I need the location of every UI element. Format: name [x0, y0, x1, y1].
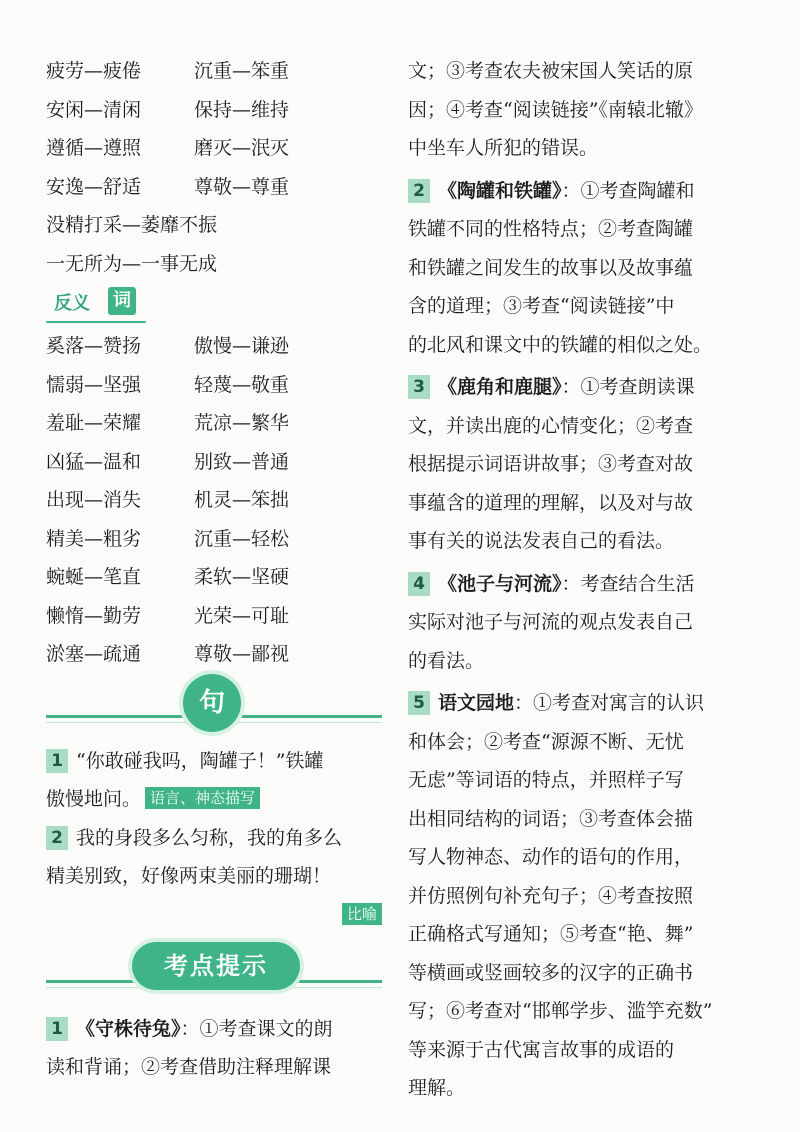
tip-item — [408, 52, 746, 168]
left-column — [46, 52, 386, 1078]
word-pair: 傲慢—谦逊 — [194, 335, 290, 357]
tip-text: 理解。 — [408, 1077, 466, 1099]
word-pair: 轻蔑—敬重 — [194, 373, 290, 396]
tip-text: 事蕴含的道理的理解，以及对与故 — [408, 491, 694, 514]
tip-line — [408, 565, 746, 604]
item-number: 1 — [46, 749, 68, 773]
word-pair: 荒凉—繁华 — [194, 412, 290, 434]
sentence-text: 我的身段多么匀称，我的角多么 — [76, 827, 343, 849]
word-pair: 安闲—清闲 — [46, 98, 142, 121]
antonym-heading-label: 反义 — [54, 293, 90, 314]
synonym-single-list — [46, 206, 386, 283]
item-number: 5 — [408, 691, 430, 715]
tip-line — [408, 761, 746, 800]
tip-text: 根据提示词语讲故事；③考查对故 — [408, 453, 694, 475]
antonym-heading-underline — [46, 321, 146, 323]
tip-text: 含的道理；③考查“阅读链接”中 — [408, 295, 675, 317]
word-pair: 懒惰—勤劳 — [46, 604, 142, 627]
tip-text: 等横画或竖画较多的汉字的正确书 — [408, 961, 694, 984]
antonym-row — [46, 481, 386, 520]
antonym-row — [46, 558, 386, 597]
sentence-tag: 比喻 — [342, 903, 382, 925]
word-pair: 没精打采—萎靡不振 — [46, 214, 218, 236]
synonym-row — [46, 91, 386, 130]
tip-text: 的看法。 — [408, 649, 485, 672]
antonym-list — [46, 327, 386, 674]
tip-line — [408, 91, 746, 130]
tip-text: 文；③考查农夫被宋国人笑话的原 — [408, 60, 694, 82]
tip-line — [408, 52, 746, 91]
tip-text: 写人物神态、动作的语句的作用， — [408, 846, 694, 868]
item-number: 2 — [408, 179, 430, 203]
tip-item — [408, 565, 746, 681]
item-number: 2 — [46, 826, 68, 850]
sentence-tag: 语言、神态描写 — [145, 787, 260, 809]
tip-title: 《守株待兔》 — [76, 1018, 181, 1040]
antonym-row — [46, 520, 386, 559]
tip-line — [408, 368, 746, 407]
antonym-row — [46, 443, 386, 482]
tip-line — [408, 484, 746, 523]
antonym-heading — [46, 285, 386, 325]
tip-line — [408, 1031, 746, 1070]
tip-text: 的北风和课文中的铁罐的相似之处。 — [408, 333, 713, 356]
tip-line — [408, 954, 746, 993]
tip-text: 和体会；②考查“源源不断、无忧 — [408, 730, 684, 753]
tip-item — [408, 172, 746, 365]
synonym-row — [46, 168, 386, 207]
word-pair: 淤塞—疏通 — [46, 643, 142, 665]
synonym-row — [46, 129, 386, 168]
tip-text: 事有关的说法发表自己的看法。 — [408, 530, 675, 552]
word-pair: 懦弱—坚强 — [46, 373, 142, 396]
tip-line — [408, 287, 746, 326]
tips-section-header — [46, 936, 386, 996]
word-pair: 安逸—舒适 — [46, 175, 142, 198]
antonym-row — [46, 635, 386, 674]
tip-text: 因；④考查“阅读链接”《南辕北辙》 — [408, 98, 703, 121]
sentence-item-1 — [46, 742, 386, 818]
antonym-row — [46, 366, 386, 405]
antonym-row — [46, 327, 386, 366]
sentence-item-2 — [46, 819, 386, 933]
tip-text: 和铁罐之间发生的故事以及故事蕴 — [408, 256, 694, 279]
word-pair: 羞耻—荣耀 — [46, 412, 142, 434]
tip-line — [408, 684, 746, 723]
sentence-section-header — [46, 670, 386, 736]
tip-line — [408, 603, 746, 642]
item-number: 1 — [46, 1017, 68, 1041]
item-number: 3 — [408, 375, 430, 399]
tip-text: 出相同结构的词语；③考查体会描 — [408, 807, 694, 830]
tip-title: 《陶罐和铁罐》 — [438, 179, 562, 202]
tip-line — [408, 172, 746, 211]
tip-line — [408, 249, 746, 288]
tip-line — [408, 407, 746, 446]
tip-text: 并仿照例句补充句子；④考查按照 — [408, 884, 694, 907]
tip-title: 《池子与河流》 — [438, 572, 562, 595]
synonym-row — [46, 52, 386, 91]
sentence-text: 精美别致，好像两束美丽的珊瑚！ — [46, 865, 332, 887]
tip-title: 《鹿角和鹿腿》 — [438, 376, 562, 398]
tip-line — [408, 992, 746, 1031]
word-pair: 别致—普通 — [194, 450, 290, 473]
tip-text: 写；⑥考查对“邯郸学步、滥竽充数” — [408, 1000, 713, 1022]
tip-line — [408, 642, 746, 681]
synonym-list — [46, 52, 386, 206]
word-pair: 蜿蜒—笔直 — [46, 566, 142, 588]
tip-line — [408, 522, 746, 561]
tip-text: ：考查结合生活 — [561, 572, 695, 595]
antonym-heading-box: 词 — [108, 287, 136, 315]
tip-text: ：①考查朗读课 — [561, 376, 695, 398]
antonym-row — [46, 404, 386, 443]
tip-text: 正确格式写通知；⑤考查“艳、舞” — [408, 923, 694, 945]
word-pair: 沉重—笨重 — [194, 60, 290, 82]
right-column — [408, 52, 746, 1108]
sentence-section-title: 句 — [183, 674, 241, 732]
tips-section-title: 考点提示 — [132, 942, 300, 990]
sentence-text: “你敢碰我吗，陶罐子！”铁罐 — [76, 750, 324, 772]
tip-text: ：①考查陶罐和 — [561, 179, 695, 202]
tip-item-1 — [46, 1010, 386, 1086]
word-pair: 出现—消失 — [46, 489, 142, 511]
tip-text: 等来源于古代寓言故事的成语的 — [408, 1038, 675, 1061]
tip-text: 文，并读出鹿的心情变化；②考查 — [408, 414, 694, 437]
antonym-row — [46, 597, 386, 636]
tip-text: ：①考查课文的朗 — [180, 1018, 333, 1040]
word-pair: 光荣—可耻 — [194, 604, 290, 627]
word-pair: 凶猛—温和 — [46, 450, 142, 473]
tip-text: 无虑”等词语的特点，并照样子写 — [408, 769, 684, 791]
tip-line — [408, 915, 746, 954]
word-pair: 奚落—赞扬 — [46, 335, 142, 357]
tip-text: 中坐车人所犯的错误。 — [408, 137, 599, 159]
tip-line — [408, 210, 746, 249]
item-number: 4 — [408, 572, 430, 596]
word-pair: 沉重—轻松 — [194, 527, 290, 550]
tip-text: 铁罐不同的性格特点；②考查陶罐 — [408, 218, 694, 240]
tip-text: 实际对池子与河流的观点发表自己 — [408, 611, 694, 633]
word-pair: 保持—维持 — [194, 98, 290, 121]
tip-line — [408, 326, 746, 365]
tip-text: 读和背诵；②考查借助注释理解课 — [46, 1056, 332, 1078]
tip-line — [408, 723, 746, 762]
tip-line — [408, 877, 746, 916]
tip-title: 语文园地 — [438, 692, 515, 714]
tip-text: ：①考查对寓言的认识 — [514, 692, 705, 714]
word-pair: 磨灭—泯灭 — [194, 137, 290, 159]
tip-item — [408, 368, 746, 561]
tip-line — [408, 1069, 746, 1108]
tip-line — [408, 800, 746, 839]
word-pair: 精美—粗劣 — [46, 527, 142, 550]
word-pair: 疲劳—疲倦 — [46, 60, 142, 82]
word-pair: 尊敬—尊重 — [194, 175, 290, 198]
word-pair: 柔软—坚硬 — [194, 566, 290, 588]
word-pair: 尊敬—鄙视 — [194, 643, 290, 665]
tip-line — [408, 445, 746, 484]
sentence-text: 傲慢地问。 — [46, 788, 142, 810]
word-pair: 机灵—笨拙 — [194, 489, 290, 511]
tip-line — [408, 129, 746, 168]
word-pair: 一无所为—一事无成 — [46, 252, 218, 275]
tip-line — [408, 838, 746, 877]
tip-item — [408, 684, 746, 1108]
word-pair: 遵循—遵照 — [46, 137, 142, 159]
